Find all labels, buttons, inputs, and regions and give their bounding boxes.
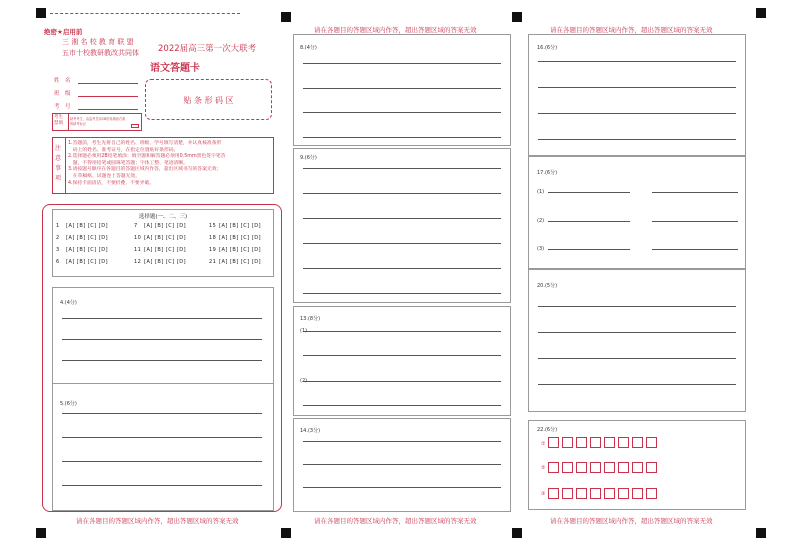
q17-box — [528, 156, 746, 269]
q22-char-cell[interactable] — [590, 437, 601, 448]
q22-char-cell[interactable] — [646, 437, 657, 448]
header-warning-3: 请在各题目的答题区域内作答，超出答题区域的答案无效 — [550, 26, 713, 34]
number-field[interactable] — [78, 109, 138, 110]
name-label: 姓 名 — [54, 78, 71, 84]
mc-question-number: 11 — [134, 247, 142, 253]
q22-char-cell[interactable] — [618, 462, 629, 473]
q5-label: 5.(6分) — [60, 401, 77, 407]
mc-question-number: 6 — [56, 259, 60, 265]
q22-char-cell[interactable] — [576, 462, 587, 473]
mc-question-number: 19 — [209, 247, 217, 253]
q8-answer-line[interactable] — [303, 112, 501, 113]
note-item: 题，不得用铅笔或圆珠笔答题；字体工整、笔迹清晰。 — [68, 160, 188, 166]
timing-mark — [281, 12, 291, 22]
q17-sub1-label: (1) — [537, 189, 545, 195]
q13-sub2-label: (2) — [300, 378, 308, 384]
candidate-label: 考生禁填 — [54, 115, 63, 126]
q8-answer-line[interactable] — [303, 63, 501, 64]
q4-label: 4.(4分) — [60, 300, 77, 306]
number-label: 考 号 — [54, 104, 71, 110]
barcode-area — [145, 79, 272, 120]
class-field[interactable] — [78, 96, 138, 97]
exam-title: 2022届高三第一次大联考 — [158, 44, 257, 54]
q16-answer-line[interactable] — [538, 113, 736, 114]
q9-answer-line[interactable] — [303, 168, 501, 169]
mc-options[interactable]: [A] [B] [C] [D] — [66, 223, 109, 229]
q20-answer-line[interactable] — [538, 384, 736, 385]
q17-sub2-label: (2) — [537, 218, 545, 224]
q9-answer-line[interactable] — [303, 193, 501, 194]
q8-label: 8.(4分) — [300, 45, 317, 51]
q14-label: 14.(3分) — [300, 428, 321, 434]
candidate-text: 缺考考生，由监考员用2B铅笔填涂右面的缺考标记 — [70, 117, 126, 126]
timing-mark — [512, 12, 522, 22]
q22-char-cell[interactable] — [576, 488, 587, 499]
q20-answer-line[interactable] — [538, 306, 736, 307]
timing-mark — [512, 528, 522, 538]
footer-warning-3: 请在各题目的答题区域内作答，超出答题区域的答案无效 — [550, 517, 713, 525]
q4-answer-line[interactable] — [62, 339, 262, 340]
mc-question-number: 7 — [134, 223, 138, 229]
timing-mark — [756, 8, 766, 18]
q14-answer-line[interactable] — [303, 464, 501, 465]
q22-char-cell[interactable] — [590, 488, 601, 499]
mc-question-number: 2 — [56, 235, 60, 241]
notes-list — [68, 141, 225, 187]
mc-box — [52, 209, 274, 277]
mc-options[interactable]: [A] [B] [C] [D] — [219, 247, 262, 253]
q16-answer-line[interactable] — [538, 87, 736, 88]
note-item: 1.答题前，考生先将自己的姓名、班级、学号填写清楚，并认真核准条形 — [68, 141, 222, 146]
q22-char-cell[interactable] — [604, 462, 615, 473]
q9-answer-line[interactable] — [303, 218, 501, 219]
q16-box — [528, 34, 746, 156]
q20-label: 20.(5分) — [537, 283, 558, 289]
q8-answer-line[interactable] — [303, 137, 501, 138]
q22-char-cell[interactable] — [548, 462, 559, 473]
q22-char-cell[interactable] — [590, 462, 601, 473]
note-item: 码上的姓名、准考证号，在指定位置贴好条形码。 — [68, 147, 179, 153]
q4-box — [52, 287, 274, 384]
q22-char-cell[interactable] — [646, 462, 657, 473]
q13-2-answer-line[interactable] — [303, 381, 501, 382]
mc-options[interactable]: [A] [B] [C] [D] — [144, 223, 187, 229]
q14-answer-line[interactable] — [303, 487, 501, 488]
mc-question-number: 1 — [56, 223, 60, 229]
name-field[interactable] — [78, 83, 138, 84]
q14-box — [293, 418, 511, 512]
header-warning-2: 请在各题目的答题区域内作答，超出答题区域的答案无效 — [314, 26, 477, 34]
q9-label: 9.(6分) — [300, 155, 317, 161]
mc-options[interactable]: [A] [B] [C] [D] — [144, 235, 187, 241]
q22-char-cell[interactable] — [548, 437, 559, 448]
union-line-2: 五市十校教研教改共同体 — [62, 49, 139, 57]
q4-answer-line[interactable] — [62, 318, 262, 319]
notes-label: 注意事项 — [55, 145, 62, 182]
note-item: 2.选择题必须用2B铅笔填涂；填空题和解答题必须用0.5mm黑色签字笔答 — [68, 154, 226, 160]
q22-char-cell[interactable] — [632, 462, 643, 473]
q22-char-cell[interactable] — [632, 437, 643, 448]
q17-sub3-label: (3) — [537, 246, 545, 252]
class-label: 班 级 — [54, 91, 71, 97]
q5-answer-line[interactable] — [62, 413, 262, 414]
mc-options[interactable]: [A] [B] [C] [D] — [144, 247, 187, 253]
q17-3-answer-line[interactable] — [652, 249, 738, 250]
mc-question-number: 12 — [134, 259, 142, 265]
q22-label: 22.(6分) — [537, 427, 558, 433]
q22-char-cell[interactable] — [632, 488, 643, 499]
mc-options[interactable]: [A] [B] [C] [D] — [66, 247, 109, 253]
q13-sub1-label: (1) — [300, 328, 308, 334]
q22-sub1-label: ① — [541, 441, 546, 447]
q13-label: 13.(8分) — [300, 316, 321, 322]
footer-warning-1: 请在各题目的答题区域内作答，超出答题区域的答案无效 — [76, 517, 239, 525]
q5-answer-line[interactable] — [62, 437, 262, 438]
q20-answer-line[interactable] — [538, 358, 736, 359]
card-title: 语文答题卡 — [150, 63, 200, 74]
q22-char-cell[interactable] — [618, 488, 629, 499]
notes-box — [52, 137, 274, 194]
q9-answer-line[interactable] — [303, 268, 501, 269]
q5-box — [52, 383, 274, 511]
union-line-1: 三 湘 名 校 教 育 联 盟 — [62, 38, 134, 46]
q22-char-cell[interactable] — [562, 437, 573, 448]
mc-options[interactable]: [A] [B] [C] [D] — [219, 223, 262, 229]
absent-mark[interactable] — [131, 124, 139, 128]
q9-answer-line[interactable] — [303, 293, 501, 294]
q22-sub2-label: ② — [541, 465, 546, 471]
q13-1-answer-line[interactable] — [303, 355, 501, 356]
q9-box — [293, 148, 511, 303]
q16-answer-line[interactable] — [538, 61, 736, 62]
timing-mark — [756, 528, 766, 538]
q13-2-answer-line[interactable] — [303, 405, 501, 406]
q17-2-answer-line[interactable] — [548, 221, 630, 222]
q13-box — [293, 306, 511, 416]
q9-answer-line[interactable] — [303, 243, 501, 244]
mc-question-number: 21 — [209, 259, 217, 265]
timing-mark — [36, 528, 46, 538]
q14-answer-line[interactable] — [303, 441, 501, 442]
q22-char-cell[interactable] — [548, 488, 559, 499]
q17-label: 17.(6分) — [537, 170, 558, 176]
secret-label: 绝密★启用前 — [44, 28, 83, 36]
barcode-label: 贴 条 形 码 区 — [183, 96, 234, 105]
q5-answer-line[interactable] — [62, 461, 262, 462]
q22-char-cell[interactable] — [618, 437, 629, 448]
mc-options[interactable]: [A] [B] [C] [D] — [219, 235, 262, 241]
q22-char-cell[interactable] — [576, 437, 587, 448]
mc-question-number: 18 — [209, 235, 217, 241]
q17-2-answer-line[interactable] — [652, 221, 738, 222]
mc-options[interactable]: [A] [B] [C] [D] — [144, 259, 187, 265]
q22-char-cell[interactable] — [646, 488, 657, 499]
q16-answer-line[interactable] — [538, 139, 736, 140]
q20-box — [528, 269, 746, 412]
q22-char-cell[interactable] — [562, 488, 573, 499]
top-dash — [50, 13, 240, 14]
q17-1-answer-line[interactable] — [652, 192, 738, 193]
candidate-box — [52, 113, 142, 131]
q13-1-answer-line[interactable] — [303, 331, 501, 332]
q16-label: 16.(6分) — [537, 45, 558, 51]
q22-char-cell[interactable] — [604, 437, 615, 448]
note-item: 4.保持卡面清洁，不要折叠、不要弄破。 — [68, 180, 155, 186]
mc-options[interactable]: [A] [B] [C] [D] — [66, 259, 109, 265]
q8-box — [293, 34, 511, 146]
mc-title: 选择题(一、二、三) — [138, 214, 188, 220]
mc-options[interactable]: [A] [B] [C] [D] — [66, 235, 109, 241]
q8-answer-line[interactable] — [303, 88, 501, 89]
timing-mark — [281, 528, 291, 538]
mc-options[interactable]: [A] [B] [C] [D] — [219, 259, 262, 265]
q4-answer-line[interactable] — [62, 360, 262, 361]
mc-question-number: 3 — [56, 247, 60, 253]
q17-3-answer-line[interactable] — [548, 249, 630, 250]
q22-char-cell[interactable] — [562, 462, 573, 473]
note-item: 在草稿纸、试题卷上答题无效。 — [68, 173, 140, 179]
q22-sub3-label: ③ — [541, 491, 546, 497]
timing-mark — [36, 8, 46, 18]
q17-1-answer-line[interactable] — [548, 192, 630, 193]
mc-question-number: 15 — [209, 223, 217, 229]
q20-answer-line[interactable] — [538, 332, 736, 333]
footer-warning-2: 请在各题目的答题区域内作答，超出答题区域的答案无效 — [314, 517, 477, 525]
note-item: 3.请按题号顺序在各题目的答题区域内作答，超出区域书写的答案无效； — [68, 167, 222, 173]
q22-char-cell[interactable] — [604, 488, 615, 499]
q5-answer-line[interactable] — [62, 485, 262, 486]
mc-question-number: 10 — [134, 235, 142, 241]
